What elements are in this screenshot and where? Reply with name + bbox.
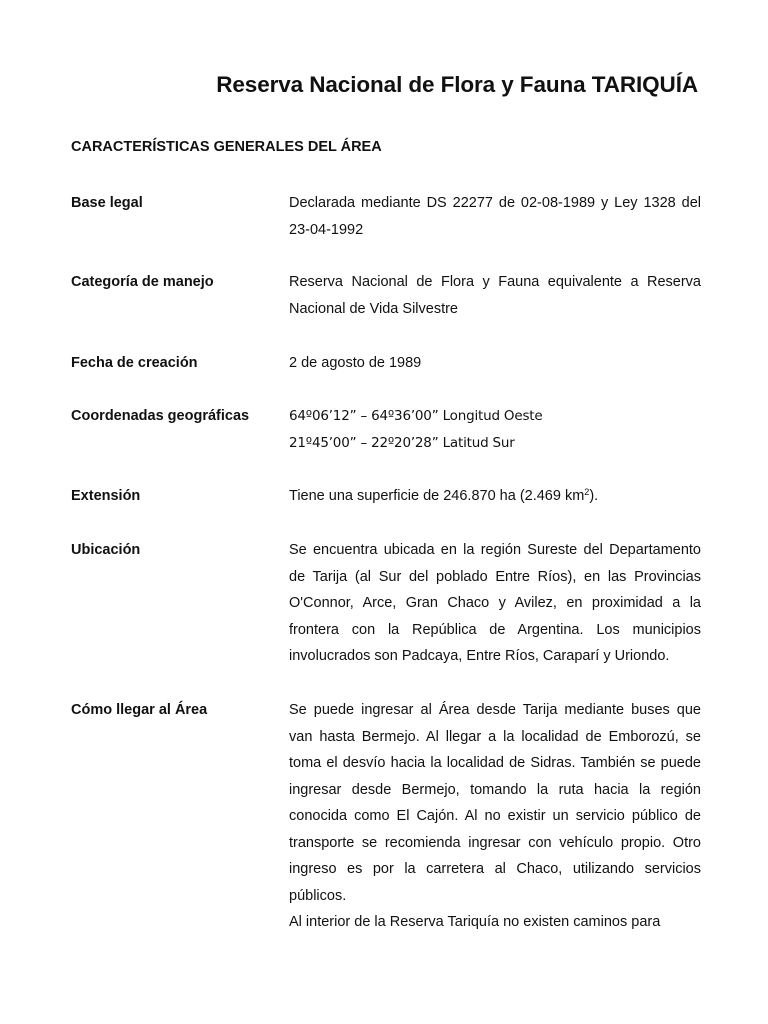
field-value — [289, 403, 701, 457]
document-title: Reserva Nacional de Flora y Fauna TARIQUÍA — [216, 72, 698, 97]
extension-text: Tiene una superficie de 246.870 ha (2.469 km — [289, 488, 585, 504]
field-label: Fecha de creación — [71, 355, 198, 371]
paragraph: Al interior de la Reserva Tariquía no existen caminos para — [289, 914, 661, 930]
superscript: 2 — [584, 487, 590, 497]
longitud-value: 64º06’12” – 64º36’00” Longitud Oeste — [289, 408, 543, 424]
field-label: Coordenadas geográficas — [71, 408, 250, 424]
field-label: Cómo llegar al Área — [71, 702, 208, 718]
section-heading: CARACTERÍSTICAS GENERALES DEL ÁREA — [71, 139, 382, 155]
field-value — [289, 697, 701, 936]
field-value: 2 de agosto de 1989 — [289, 355, 422, 371]
field-label: Base legal — [71, 195, 143, 211]
latitud-value: 21º45’00” – 22º20’28” Latitud Sur — [289, 435, 515, 451]
field-value: Declarada mediante DS 22277 de 02-08-1989 y Ley 1328 del 23-04-1992 — [289, 195, 701, 238]
field-value: Se encuentra ubicada en la región Sureste del Departamento de Tarija (al Sur del poblado Entre Ríos), en las Provincias O'Connor, Arce, Gran Chaco y Avilez, en proximidad a la frontera con la República de Argentina. Los municipios involucrados son Padcaya, Entre Ríos, Caraparí y Uriondo. — [289, 542, 701, 664]
extension-suffix: ). — [589, 488, 599, 504]
field-label: Ubicación — [71, 542, 141, 558]
paragraph: Se puede ingresar al Área desde Tarija mediante buses que van hasta Bermejo. Al llegar a la localidad de Emborozú, se toma el desvío hacia la localidad de Sidras. También se puede ingresar desde Bermejo, tomando la ruta hacia la región conocida como El Cajón. Al no existir un servicio público de transporte se recomienda ingresar con vehículo propio. Otro ingreso es por la carretera al Chaco, utilizando servicios públicos. — [289, 702, 701, 904]
field-label: Extensión — [71, 488, 141, 504]
field-value: Reserva Nacional de Flora y Fauna equivalente a Reserva Nacional de Vida Silvestre — [289, 274, 701, 317]
field-label: Categoría de manejo — [71, 274, 214, 290]
field-value — [289, 483, 701, 510]
